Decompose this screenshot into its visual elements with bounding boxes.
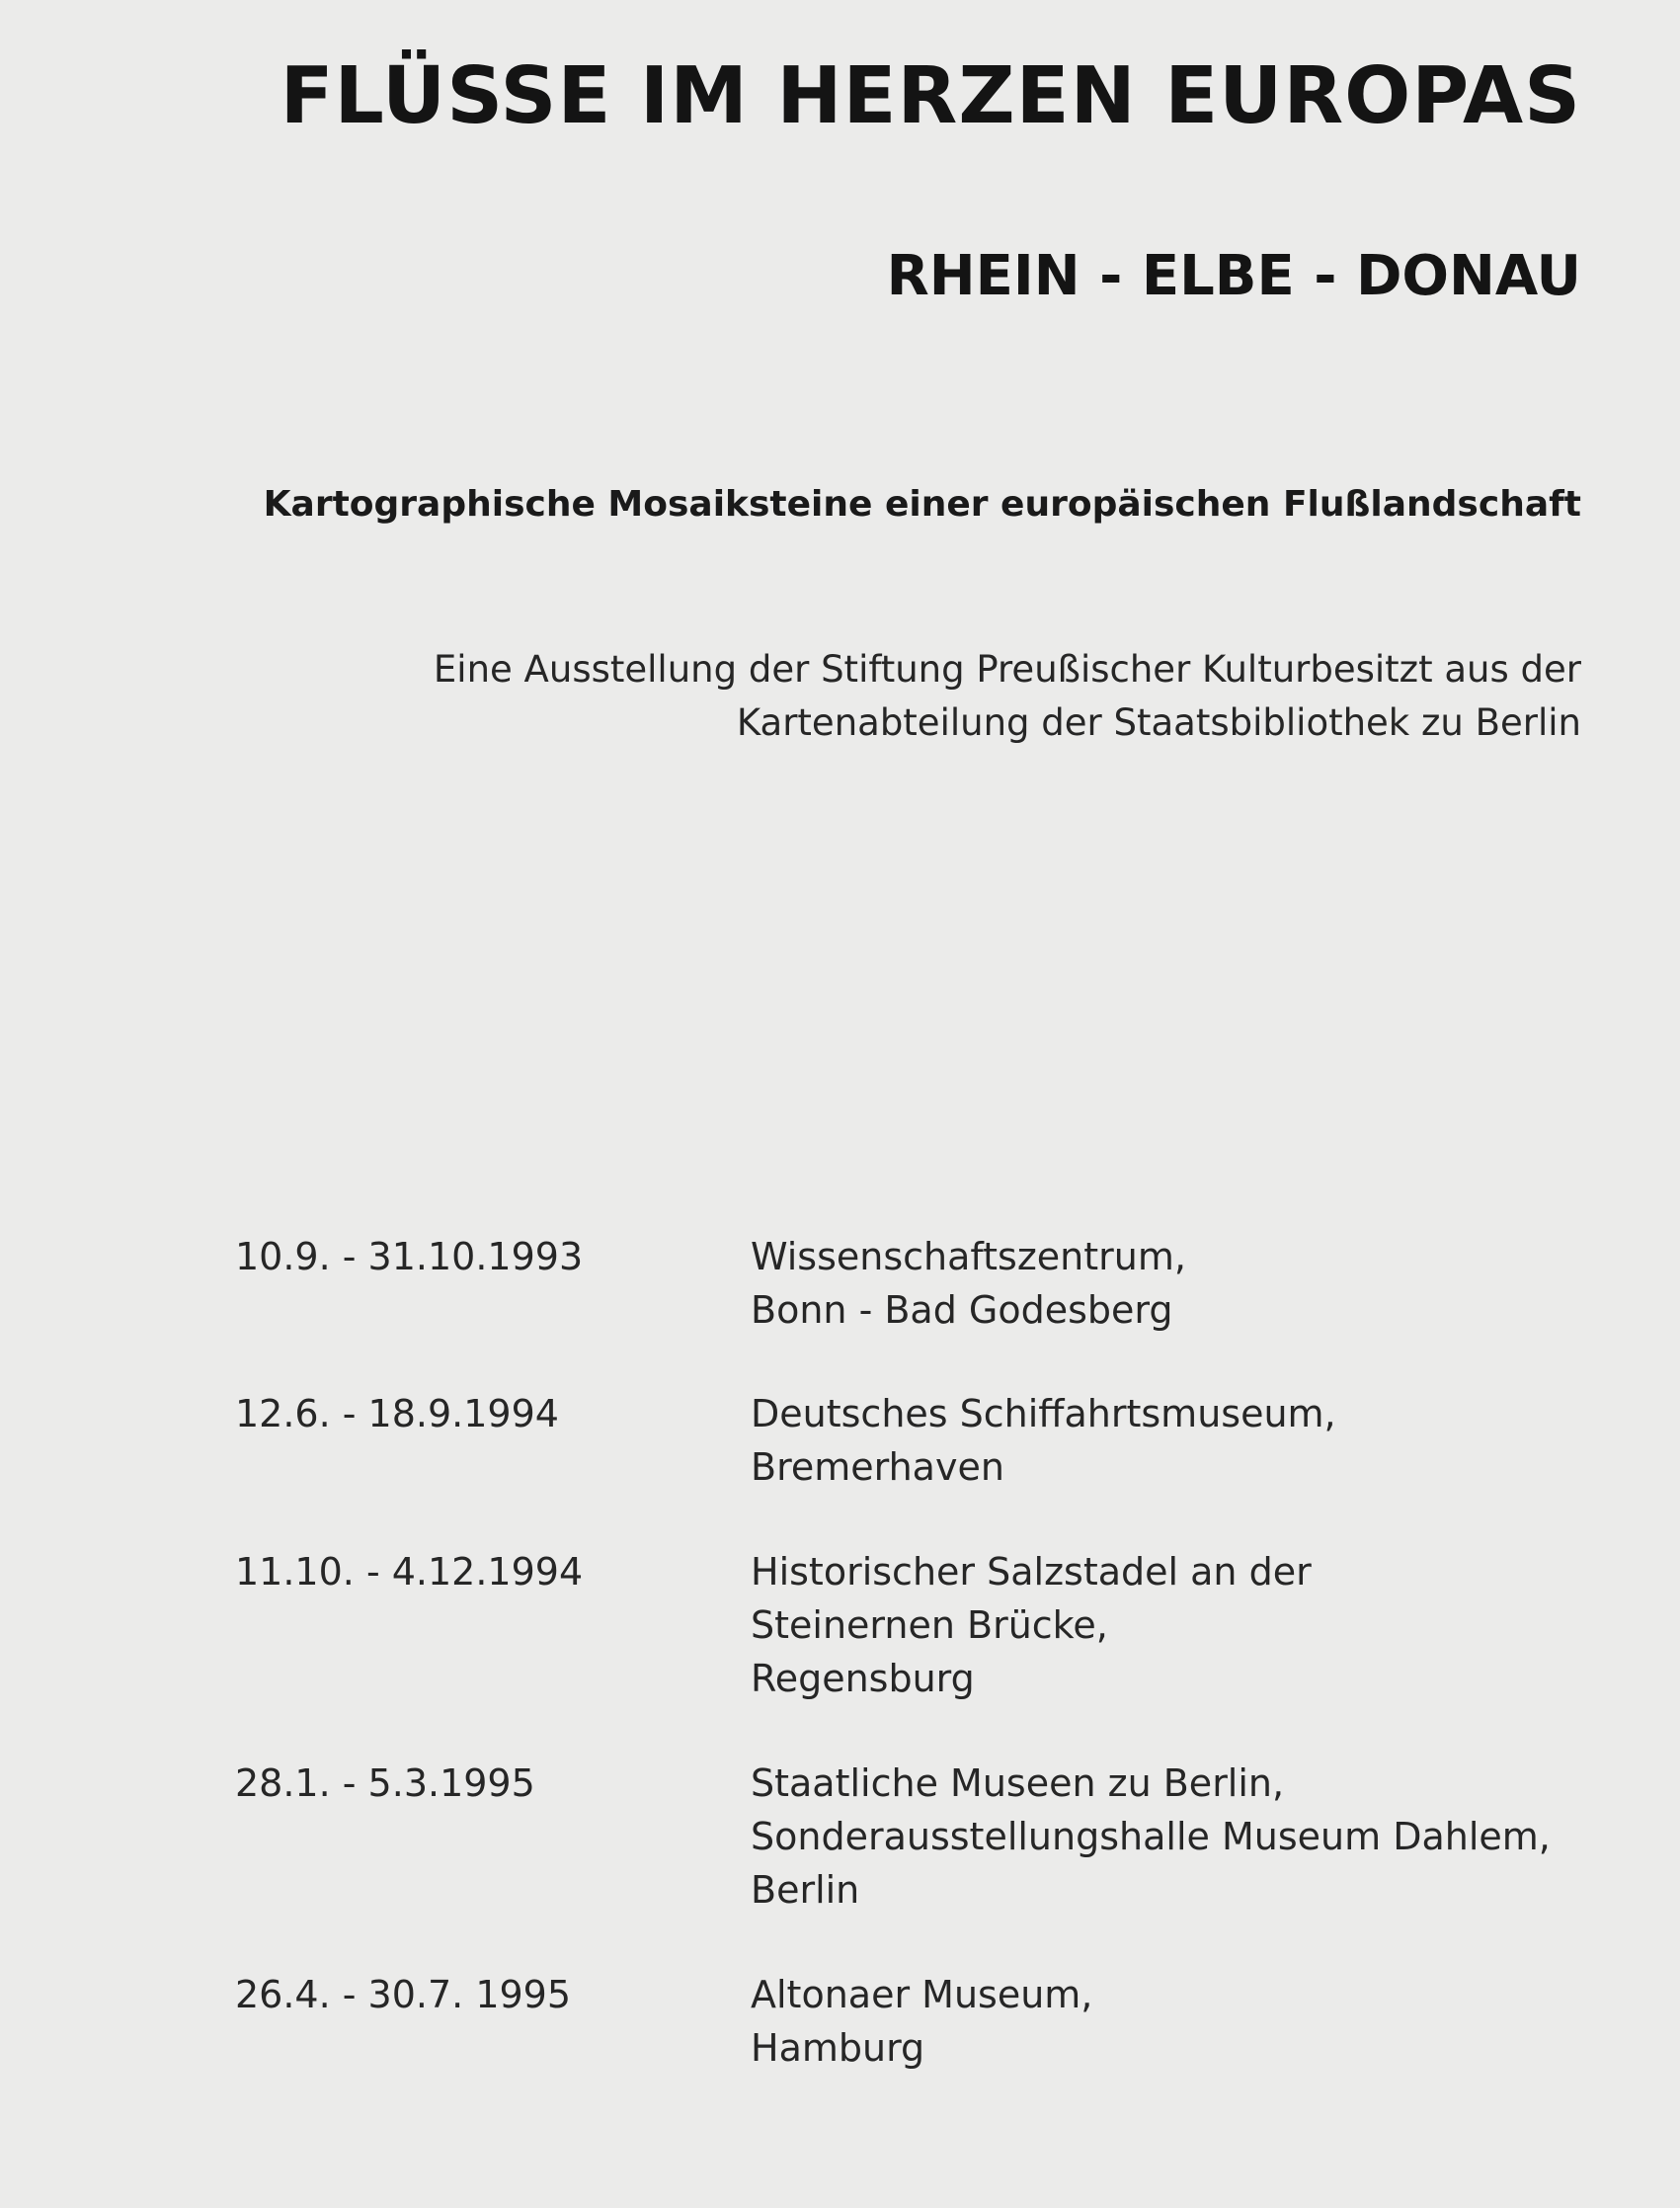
venue-place-line: Staatliche Museen zu Berlin, [751, 1761, 1285, 1805]
intro-line: Kartenabteilung der Staatsbibliothek zu Berlin [736, 701, 1581, 744]
venue-place-line: Historischer Salzstadel an der [751, 1550, 1312, 1594]
page-title: FLÜSSE IM HERZEN EUROPAS [280, 50, 1581, 141]
venue-place [751, 1968, 1092, 2075]
page-subtitle: RHEIN - ELBE - DONAU [886, 244, 1581, 308]
venue-place-line: Altonaer Museum, [751, 1973, 1093, 2016]
venue-place [751, 1545, 1312, 1705]
venue-place-line: Hamburg [751, 2026, 925, 2070]
venue-place-line: Berlin [751, 1868, 860, 1912]
venue-place [751, 1230, 1186, 1337]
venue-place-line: Bonn - Bad Godesberg [751, 1288, 1173, 1332]
venue-place-line: Sonderausstellungshalle Museum Dahlem, [751, 1815, 1551, 1858]
intro-paragraph [297, 643, 1581, 750]
venue-place-line: Regensburg [751, 1657, 975, 1700]
intro-line: Eine Ausstellung der Stiftung Preußischer Kulturbesitzt aus der [433, 648, 1581, 691]
venue-place-line: Steinernen Brücke, [751, 1603, 1108, 1647]
venue-date: 12.6. - 18.9.1994 [235, 1392, 559, 1435]
venue-place-line: Wissenschaftszentrum, [751, 1235, 1186, 1278]
venue-date: 26.4. - 30.7. 1995 [235, 1973, 572, 2016]
page-tagline: Kartographische Mosaiksteine einer europäischen Flußlandschaft [263, 484, 1581, 525]
venue-date: 11.10. - 4.12.1994 [235, 1550, 584, 1594]
venue-place-line: Bremerhaven [751, 1445, 1004, 1489]
venue-place [751, 1757, 1551, 1917]
venue-place [751, 1387, 1336, 1494]
venue-place-line: Deutsches Schiffahrtsmuseum, [751, 1392, 1336, 1435]
venue-date: 28.1. - 5.3.1995 [235, 1761, 535, 1805]
venue-date: 10.9. - 31.10.1993 [235, 1235, 584, 1278]
